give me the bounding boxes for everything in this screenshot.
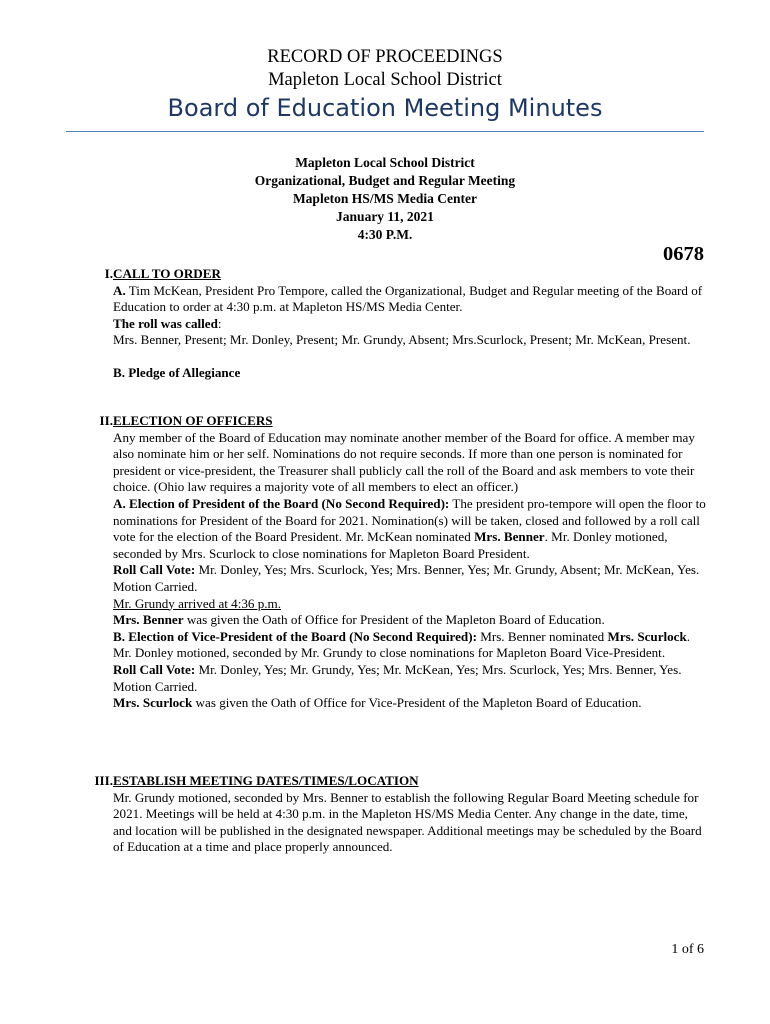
record-title: RECORD OF PROCEEDINGS — [267, 47, 503, 67]
meeting-location: Mapleton HS/MS Media Center — [292, 191, 478, 206]
section-number: II. — [99, 413, 113, 428]
arrival-note: Mr. Grundy arrived at 4:36 p.m. — [113, 595, 282, 611]
section-heading: ESTABLISH MEETING DATES/TIMES/LOCATION — [113, 773, 419, 788]
election-intro: Any member of the Board of Education may nominate another member of the Board for office. A member may also nominate him or her self. Nominations do not require seconds. If more than one person is nominated for president or vice-president, the Treasurer shall publicly call the roll of the Board and ask members to vote their choice. (Ohio law requires a majority vote of all members to elect an officer.) — [113, 429, 695, 495]
section-meeting-dates — [80, 773, 708, 856]
title-divider — [66, 131, 704, 132]
meeting-district: Mapleton Local School District — [295, 155, 475, 170]
president-oath: Mrs. Benner was given the Oath of Office for President of the Mapleton Board of Education. — [113, 612, 605, 628]
vice-president-oath: Mrs. Scurlock was given the Oath of Office for Vice-President of the Mapleton Board of Education. — [113, 695, 642, 711]
section-election-of-officers — [80, 413, 708, 712]
section-heading: CALL TO ORDER — [113, 266, 221, 281]
meeting-type: Organizational, Budget and Regular Meeting — [254, 173, 516, 188]
document-header — [0, 46, 770, 92]
meeting-date: January 11, 2021 — [336, 209, 434, 224]
meeting-schedule-text: Mr. Grundy motioned, seconded by Mrs. Benner to establish the following Regular Board Meeting schedule for 2021. Meetings will be held at 4:30 p.m. in the Mapleton HS/MS Media Center. Any change in the date, time, and location will be published in the designated newspaper. Additional meetings may be scheduled by the Board of Education at a time and place properly announced. — [113, 789, 702, 855]
page-title: Board of Education Meeting Minutes — [167, 94, 603, 122]
president-roll-call: Roll Call Vote: Mr. Donley, Yes; Mrs. Scurlock, Yes; Mrs. Benner, Yes; Mr. Grundy, Absent; Mr. McKean, Yes. Motion Carried. — [113, 562, 700, 594]
pledge-item: B. Pledge of Allegiance — [113, 364, 241, 380]
vice-president-election: B. Election of Vice-President of the Board (No Second Required): Mrs. Benner nominated Mrs. Scurlock. Mr. Donley motioned, seconded by Mr. Grundy to close nominations for Mapleton Board Vice-President. — [113, 628, 691, 661]
section-heading: ELECTION OF OFFICERS — [113, 413, 273, 428]
section-number: I. — [104, 266, 113, 281]
page-code: 0678 — [663, 243, 704, 265]
district-name: Mapleton Local School District — [268, 70, 502, 90]
meeting-info — [0, 154, 770, 244]
call-to-order-text: A. Tim McKean, President Pro Tempore, called the Organizational, Budget and Regular meeting of the Board of Education to order at 4:30 p.m. at Mapleton HS/MS Media Center. — [113, 282, 703, 315]
section-call-to-order — [80, 266, 708, 382]
president-election: A. Election of President of the Board (No Second Required): The president pro-tempore will open the floor to nominations for President of the Board for 2021. Nomination(s) will be taken, closed and followed by a roll call vote for the election of the Board President. Mr. McKean nominated Mrs. Benner. Mr. Donley motioned, seconded by Mrs. Scurlock to close nominations for Mapleton Board President. — [113, 495, 706, 561]
section-number: III. — [94, 773, 113, 788]
roll-call: The roll was called: — [113, 315, 222, 331]
page-number: 1 of 6 — [671, 942, 704, 957]
roll-call-text: Mrs. Benner, Present; Mr. Donley, Present; Mr. Grundy, Absent; Mrs.Scurlock, Present; Mr. McKean, Present. — [113, 332, 691, 348]
meeting-time: 4:30 P.M. — [357, 227, 413, 242]
vice-president-roll-call: Roll Call Vote: Mr. Donley, Yes; Mr. Grundy, Yes; Mr. McKean, Yes; Mrs. Scurlock, Yes; Mrs. Benner, Yes. Motion Carried. — [113, 661, 682, 694]
